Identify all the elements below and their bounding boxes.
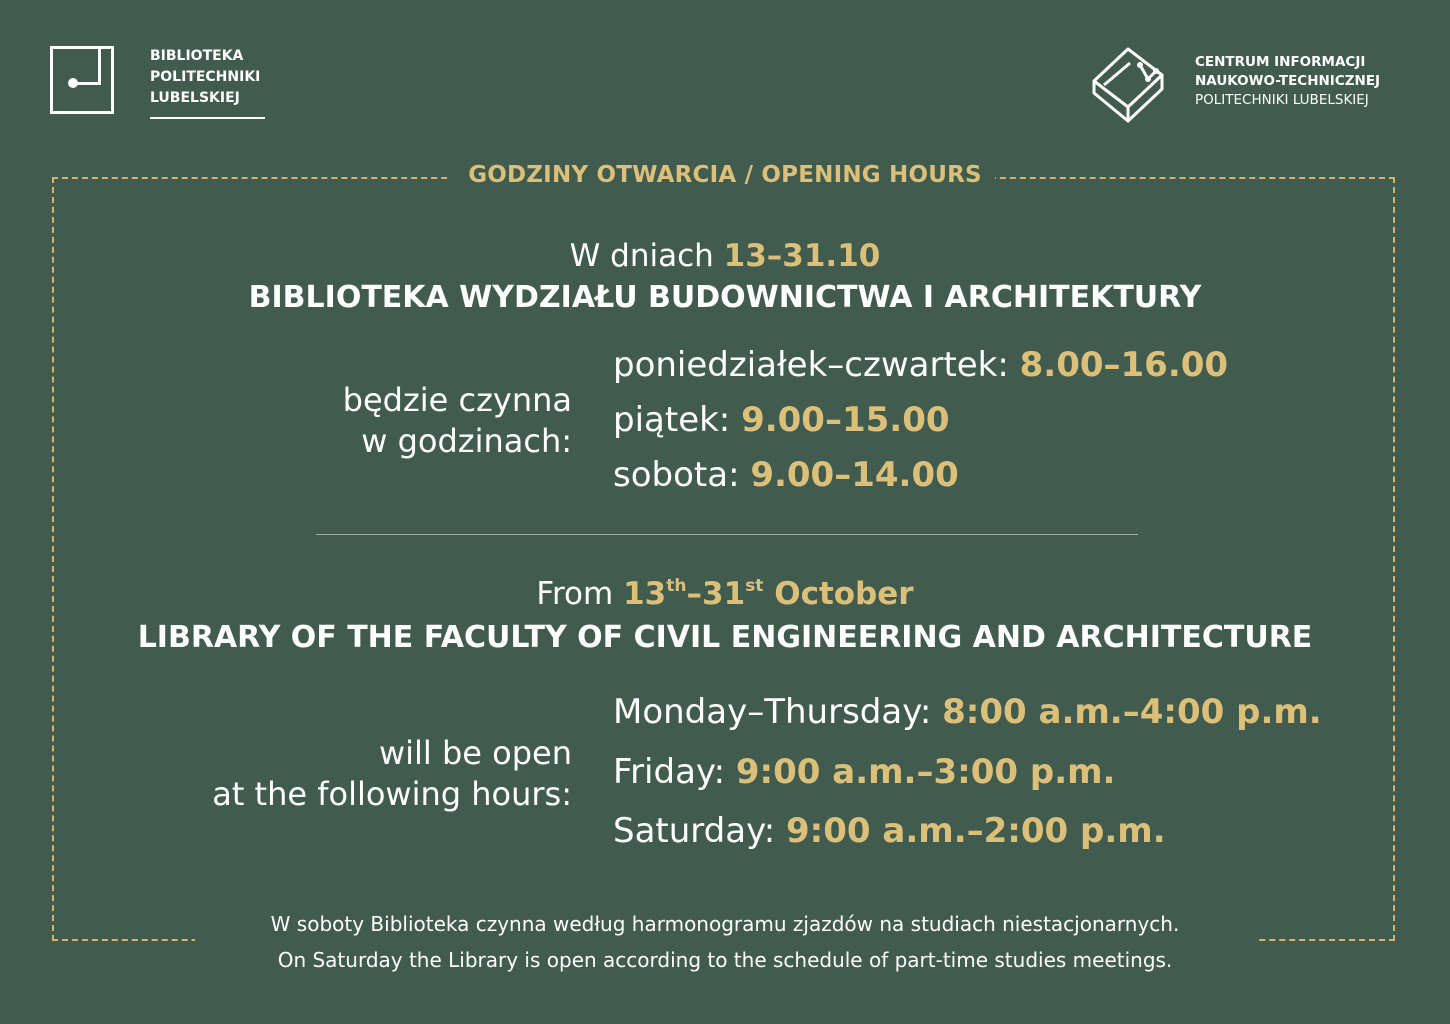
- pl-row-sat: sobota: 9.00–14.00: [613, 455, 959, 495]
- en-row-sat: Saturday: 9:00 a.m.–2:00 p.m.: [613, 811, 1166, 851]
- book-circuit-icon: [1090, 45, 1175, 125]
- note-pl: W soboty Biblioteka czynna według harmonogramu zjazdów na studiach niestacjonarnych.: [270, 912, 1180, 936]
- pl-library-name: BIBLIOTEKA WYDZIAŁU BUDOWNICTWA I ARCHITEKTURY: [248, 280, 1202, 315]
- en-library-name: LIBRARY OF THE FACULTY OF CIVIL ENGINEERING AND ARCHITECTURE: [137, 620, 1313, 655]
- en-dates-heading: From 13th–31st October: [536, 575, 914, 612]
- en-row-fri: Friday: 9:00 a.m.–3:00 p.m.: [613, 752, 1116, 792]
- en-hours-label: will be open at the following hours:: [212, 734, 572, 813]
- cint-logo-text: CENTRUM INFORMACJI NAUKOWO-TECHNICZNEJ POLITECHNIKI LUBELSKIEJ: [1195, 54, 1381, 108]
- pl-row-mon-thu: poniedziałek–czwartek: 8.00–16.00: [613, 345, 1229, 385]
- section-divider: [316, 534, 1138, 535]
- pl-dates-heading: W dniach 13–31.10: [569, 238, 881, 274]
- en-dates: 13th–31st October: [623, 575, 914, 612]
- pl-row-fri: piątek: 9.00–15.00: [613, 400, 950, 440]
- library-logo-text: BIBLIOTEKA POLITECHNIKI LUBELSKIEJ: [150, 48, 261, 106]
- en-row-mon-thu: Monday–Thursday: 8:00 a.m.–4:00 p.m.: [613, 692, 1322, 732]
- library-logo-icon: [50, 46, 114, 114]
- note-en: On Saturday the Library is open according to the schedule of part-time studies meetings.: [277, 948, 1173, 972]
- logo-underline: [150, 117, 265, 119]
- page-title: GODZINY OTWARCIA / OPENING HOURS: [468, 162, 982, 188]
- pl-hours-label: będzie czynna w godzinach:: [342, 381, 572, 460]
- pl-dates: 13–31.10: [723, 238, 881, 274]
